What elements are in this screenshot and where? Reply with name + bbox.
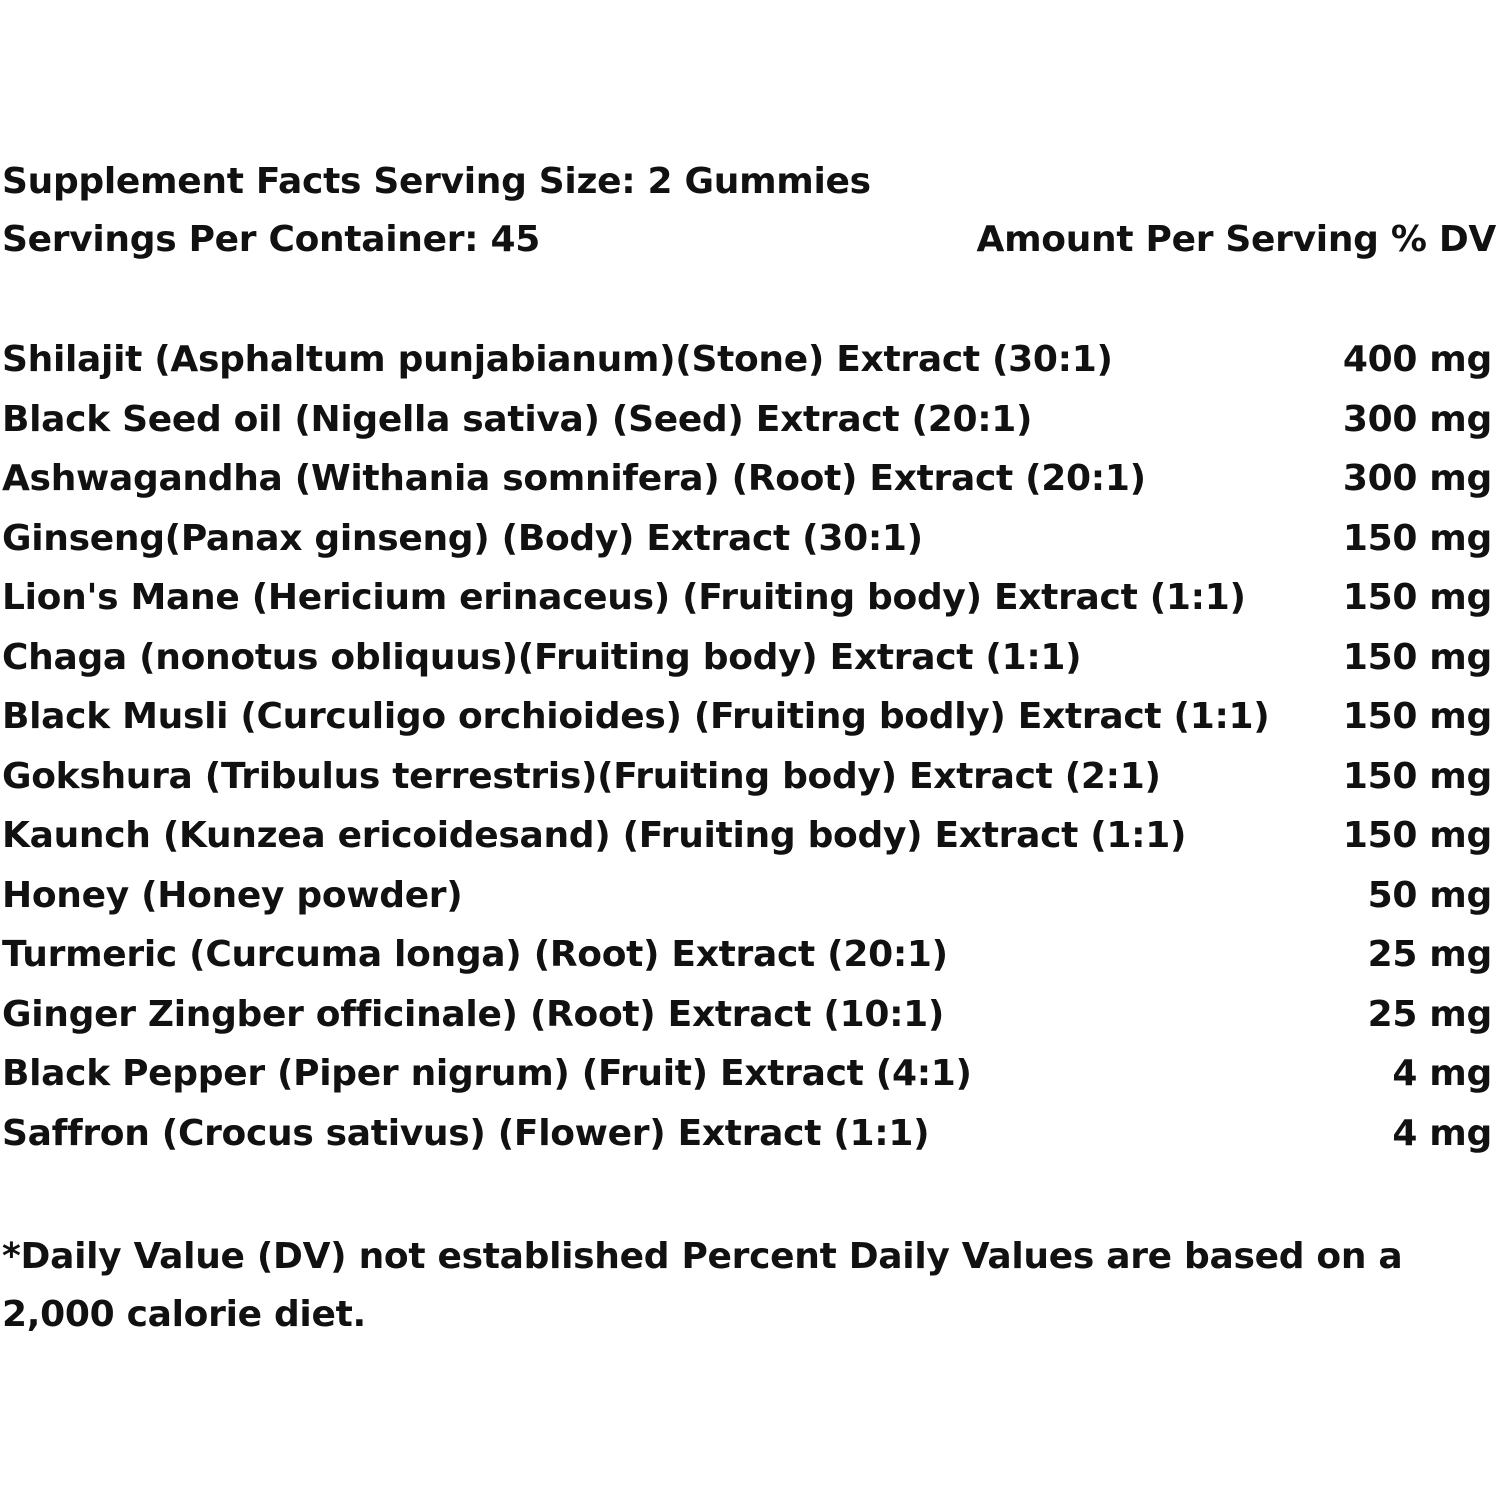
- ingredient-name: Ginseng(Panax ginseng) (Body) Extract (30:1): [2, 517, 923, 559]
- supplement-facts-title: Supplement Facts Serving Size: 2 Gummies: [2, 161, 871, 202]
- ingredient-amount: 400 mg: [1342, 339, 1492, 380]
- ingredient-row: [2, 457, 1492, 517]
- ingredient-row: [2, 933, 1492, 993]
- ingredient-name: Kaunch (Kunzea ericoidesand) (Fruiting body) Extract (1:1): [2, 815, 1187, 856]
- ingredient-amount: 300 mg: [1342, 398, 1492, 440]
- ingredient-name: Honey (Honey powder): [2, 874, 463, 916]
- amount-per-serving-heading: Amount Per Serving % DV: [976, 219, 1496, 260]
- ingredient-amount: 4 mg: [1392, 1112, 1492, 1154]
- ingredient-amount: 25 mg: [1367, 993, 1492, 1035]
- ingredient-name: Ashwagandha (Withania somnifera) (Root) Extract (20:1): [2, 458, 1146, 499]
- ingredient-row: [2, 874, 1492, 934]
- ingredient-name: Black Musli (Curculigo orchioides) (Fruiting bodly) Extract (1:1): [2, 696, 1270, 737]
- ingredient-name: Saffron (Crocus sativus) (Flower) Extract (1:1): [2, 1112, 930, 1154]
- ingredient-name: Shilajit (Asphaltum punjabianum)(Stone) Extract (30:1): [2, 339, 1113, 380]
- ingredient-row: [2, 695, 1492, 755]
- ingredient-name: Black Seed oil (Nigella sativa) (Seed) Extract (20:1): [2, 398, 1033, 440]
- ingredient-amount: 4 mg: [1392, 1053, 1492, 1094]
- ingredient-row: [2, 576, 1492, 636]
- ingredient-name: Ginger Zingber officinale) (Root) Extract (10:1): [2, 993, 945, 1035]
- ingredient-name: Turmeric (Curcuma longa) (Root) Extract (20:1): [2, 934, 948, 975]
- ingredient-name: Gokshura (Tribulus terrestris)(Fruiting body) Extract (2:1): [2, 755, 1161, 797]
- ingredient-row: [2, 338, 1492, 398]
- ingredient-row: [2, 517, 1492, 577]
- ingredient-row: [2, 755, 1492, 815]
- ingredient-row: [2, 814, 1492, 874]
- ingredient-list: [2, 338, 1492, 1171]
- ingredient-row: [2, 1052, 1492, 1112]
- ingredient-amount: 50 mg: [1367, 874, 1492, 916]
- ingredient-name: Black Pepper (Piper nigrum) (Fruit) Extract (4:1): [2, 1053, 972, 1094]
- ingredient-name: Chaga (nonotus obliquus)(Fruiting body) Extract (1:1): [2, 636, 1082, 678]
- ingredient-amount: 150 mg: [1342, 577, 1492, 618]
- ingredient-amount: 25 mg: [1367, 934, 1492, 975]
- daily-value-footnote: *Daily Value (DV) not established Percent Daily Values are based on a 2,000 calorie diet.: [2, 1236, 1403, 1335]
- ingredient-row: [2, 636, 1492, 696]
- ingredient-amount: 150 mg: [1342, 696, 1492, 737]
- ingredient-name: Lion's Mane (Hericium erinaceus) (Fruiting body) Extract (1:1): [2, 577, 1246, 618]
- ingredient-row: [2, 993, 1492, 1053]
- ingredient-amount: 150 mg: [1342, 815, 1492, 856]
- ingredient-amount: 150 mg: [1342, 755, 1492, 797]
- servings-per-container: Servings Per Container: 45: [2, 219, 541, 260]
- ingredient-amount: 300 mg: [1342, 458, 1492, 499]
- ingredient-row: [2, 1112, 1492, 1172]
- ingredient-amount: 150 mg: [1342, 517, 1492, 559]
- ingredient-amount: 150 mg: [1342, 636, 1492, 678]
- ingredient-row: [2, 398, 1492, 458]
